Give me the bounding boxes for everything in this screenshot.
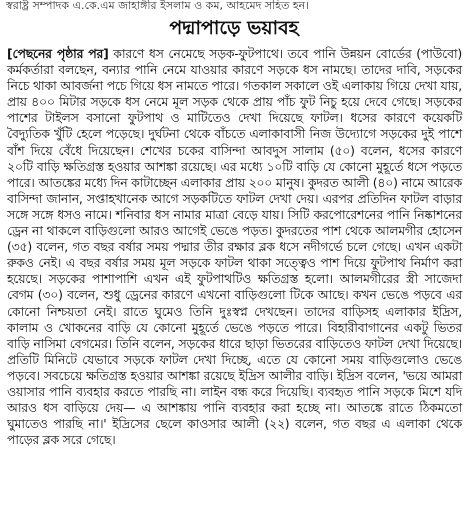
headline: পদ্মাপাড়ে ভয়াবহ (169, 17, 299, 39)
previous-article-tail: স্বরাষ্ট্র সম্পাদক এ.কে.এম জাহাঙ্গীর ইসলাম ও কম, আহমেদ সহিত হন। (6, 0, 310, 12)
article-text: কারণে ধস নেমেছে সড়ক-ফুটপাথে। তবে পানি উন্নয়ন বোর্ডের (পাউবো) কর্মকর্তারা বলছেন, বন্যার পানি নেমে যাওয়ার কারণে সড়কে ধস নামছে। তাদের দাবি, সড়কের নিচে থাকা আবর্জনা পচে গিয়ে ধস নামতে পারে। গতকাল সকালে ওই এলাকায় গিয়ে দেখা যায়, প্রায় ৪০০ মিটার সড়কে ধস নেমে মূল সড়ক থেকে প্রায় পাঁচ ফুট নিচু হয়ে দেবে গেছে। সড়কের পাশের টাইলস বসানো ফুটপাথ ও মাটিতেও দেখা দিয়েছে ফাটল। ধসের কারণে কয়েকটি বৈদ্যুতিক খুঁটি হেলে পড়েছে। দুর্ঘটনা থেকে বাঁচতে এলাকাবাসী নিজ উদ্যোগে সড়কের দুই পাশে বাঁশ দিয়ে বেঁধে দিয়েছেন। শেখের চকের বাসিন্দা আবদুস সালাম (৫০) বলেন, ধসের কারণে ২০টি বাড়ি ক্ষতিগ্রস্ত হওয়ার আশঙ্কা রয়েছে। এর মধ্যে ১০টি বাড়ি যে কোনো মুহূর্তে ধসে পড়তে পারে। আতঙ্কের মধ্যে দিন কাটাচ্ছেন এলাকার প্রায় ২০০ মানুষ। কুদরত আলী (৪০) নামে আরেক বাসিন্দা জানান, সপ্তাহখানেক আগে সড়কটিতে ফাটল দেখা দেয়। এরপর প্রতিদিন ফাটল বাড়ার সঙ্গে সঙ্গে ধসও নামে। শনিবার ধস নামার মাত্রা বেড়ে যায়। সিটি করপোরেশনের পানি নিষ্কাশনের ড্রেন না থাকলে বাড়িগুলো আরও আগেই ভেঙে পড়ত। কুদরতের পাশ থেকে আলমগীর হোসেন (৩৫) বলেন, গত বছর বর্ষার সময় পদ্মার তীর রক্ষার ব্লক ধসে নদীগর্ভে চলে গেছে। এখন একটা রুকও নেই। এ বছর বর্ষার সময় মূল সড়কে ফাটল থাকা সত্ত্বেও পাশ দিয়ে ফুটপাথ নির্মাণ করা হয়েছে। সড়কের পাশাপাশি এখন এই ফুটপাথটিও ক্ষতিগ্রস্ত হলো। আলমগীরের স্ত্রী সাজেদা বেগম (৩০) বলেন, শুধু ড্রেনের কারণে এখনো বাড়িগুলো টিকে আছে। কখন ভেঙে পড়বে এর কোনো নিশ্চয়তা নেই। রাতে ঘুমেও তিনি দুঃস্বপ্ন দেখছেন। তাদের বাড়িসহ এলাকার ইদ্রিস, কালাম ও খোকনের বাড়ি যে কোনো মুহূর্তে ভেঙে পড়তে পারে। বিহারীবাগানের একটু ভিতর বাড়ি নাসিমা বেগমের। তিনি বলেন, সড়কের ধারে ছাড়া ভিতরের বাড়িতেও ফাটল দেখা দিয়েছে। প্রতিটি মিনিটে যেভাবে সড়কে ফাটল দেখা দিচ্ছে, এতে যে কোনো সময় বাড়িগুলোও ভেঙে পড়বে। সবচেয়ে ক্ষতিগ্রস্ত হওয়ার আশঙ্কা রয়েছে ইদ্রিস আলীর বাড়ি। ইদ্রিস বলেন, 'ভয়ে আমরা ওয়াসার পানি ব্যবহার করতে পারছি না। লাইন বন্ধ করে দিয়েছি। ব্যবহৃত পানি সড়কে মিশে যদি আরও ধস বাড়িয়ে দেয়— এ আশঙ্কায় পানি ব্যবহার করা হচ্ছে না। আতঙ্কে রাতে ঠিকমতো ঘুমাতেও পারছি না।' ইদ্রিসের ছেলে কাওসার আলী (২২) বলেন, গত বছর এ এলাকা থেকে পাড়ের ব্লক সরে গেছে। (7, 46, 462, 448)
continuation-marker: [পেছনের পৃষ্ঠার পর] (7, 46, 109, 61)
article-body (0, 46, 468, 448)
